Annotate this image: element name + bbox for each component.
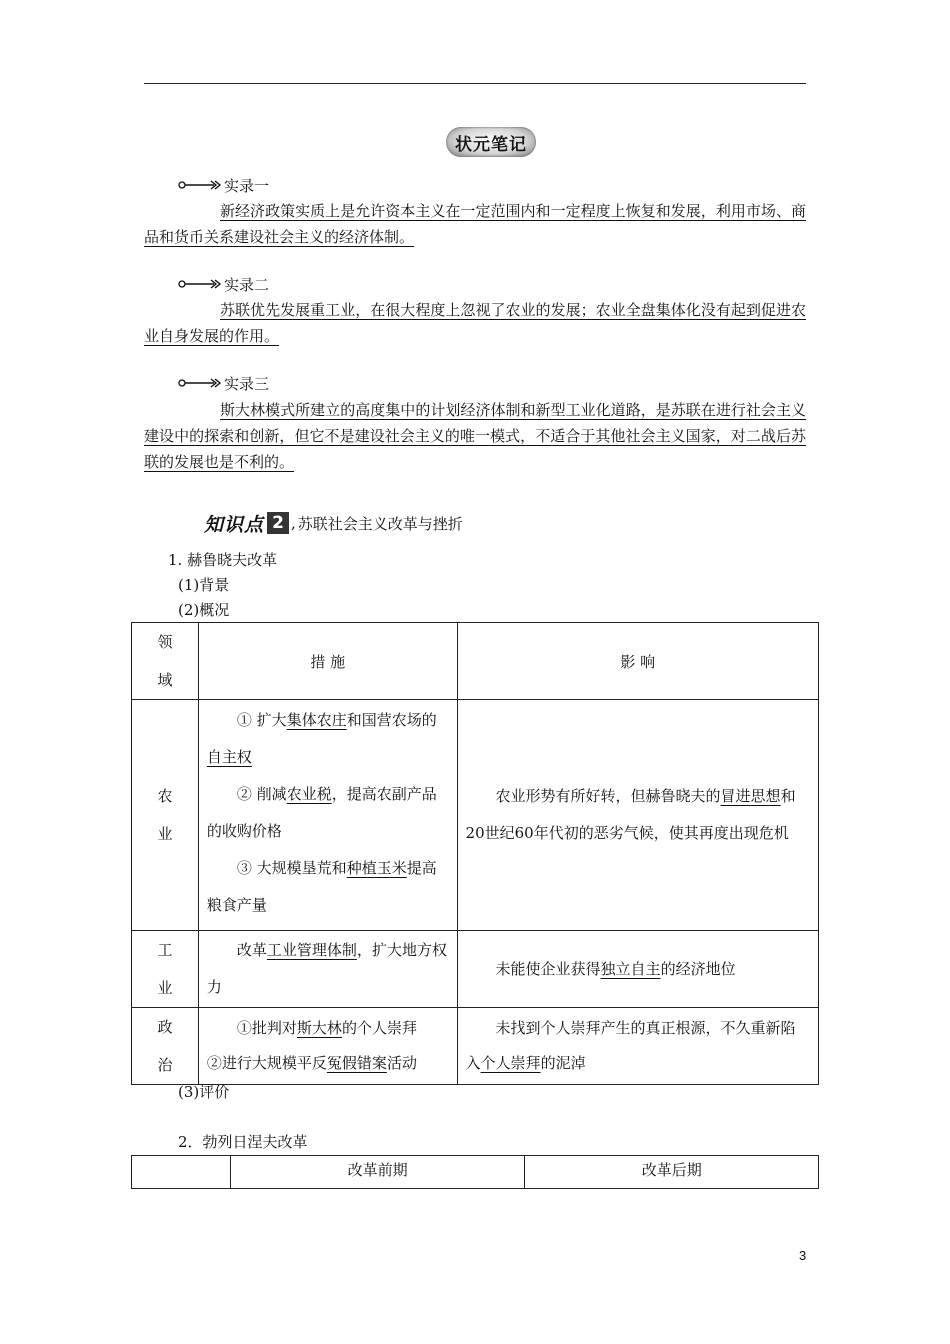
record-1-text: 新经济政策实质上是允许资本主义在一定范围内和一定程度上恢复和发展，利用市场、商品和货币关系建设社会主义的经济体制。 bbox=[144, 202, 806, 246]
record-2-title: 实录二 bbox=[224, 275, 270, 294]
row-measures-industry: 改革工业管理体制，扩大地方权力 bbox=[198, 931, 457, 1008]
subsection-evaluation: (3)评价 bbox=[178, 1083, 230, 1101]
record-3-heading bbox=[178, 372, 269, 394]
table-row bbox=[132, 1008, 819, 1085]
table-header-row bbox=[132, 1156, 819, 1189]
header-early-period: 改革前期 bbox=[230, 1156, 525, 1189]
arrow-bullet-icon bbox=[178, 178, 222, 192]
knowledge-point-label: 知识点 bbox=[204, 513, 265, 536]
record-3-title: 实录三 bbox=[224, 374, 270, 393]
row-impact-politics: 未找到个人崇拜产生的真正根源，不久重新陷入个人崇拜的泥淖 bbox=[457, 1008, 818, 1085]
brezhnev-table bbox=[131, 1155, 819, 1189]
row-impact-agriculture: 农业形势有所好转，但赫鲁晓夫的冒进思想和20世纪60年代初的恶劣气候，使其再度出现危机 bbox=[457, 700, 818, 931]
arrow-bullet-icon bbox=[178, 376, 222, 390]
table-row bbox=[132, 931, 819, 1008]
table-row bbox=[132, 700, 819, 931]
row-measures-agriculture: ① 扩大集体农庄和国营农场的自主权 ② 削减农业税，提高农副产品的收购价格 ③ 大规模垦荒和种植玉米提高粮食产量 bbox=[198, 700, 457, 931]
row-impact-industry: 未能使企业获得独立自主的经济地位 bbox=[457, 931, 818, 1008]
arrow-bullet-icon bbox=[178, 277, 222, 291]
header-blank bbox=[132, 1156, 231, 1189]
record-1-heading bbox=[178, 174, 269, 196]
header-rule bbox=[144, 83, 806, 84]
section-2-heading: 2．勃列日涅夫改革 bbox=[178, 1133, 308, 1151]
knowledge-point-number: 2 bbox=[267, 512, 289, 534]
header-impact: 影 响 bbox=[457, 623, 818, 700]
reform-table bbox=[131, 622, 819, 1085]
header-field: 领域 bbox=[132, 623, 199, 700]
row-field-politics: 政治 bbox=[132, 1008, 199, 1085]
record-2-heading bbox=[178, 273, 269, 295]
row-field-industry: 工业 bbox=[132, 931, 199, 1008]
page-number: 3 bbox=[799, 1248, 807, 1263]
table-header-row bbox=[132, 623, 819, 700]
header-measures: 措 施 bbox=[198, 623, 457, 700]
subsection-background: (1)背景 bbox=[178, 576, 230, 594]
row-measures-politics: ①批判对斯大林的个人崇拜 ②进行大规模平反冤假错案活动 bbox=[198, 1008, 457, 1085]
section-1-heading: 1. 赫鲁晓夫改革 bbox=[168, 551, 278, 569]
record-1-title: 实录一 bbox=[224, 176, 270, 195]
row-field-agriculture: 农业 bbox=[132, 700, 199, 931]
knowledge-point-title: 苏联社会主义改革与挫折 bbox=[297, 514, 463, 533]
record-3-text: 斯大林模式所建立的高度集中的计划经济体制和新型工业化道路，是苏联在进行社会主义建设中的探索和创新，但它不是建设社会主义的唯一模式，不适合于其他社会主义国家，对二战后苏联的发展也是不利的。 bbox=[144, 401, 806, 471]
subsection-overview: (2)概况 bbox=[178, 601, 230, 619]
header-late-period: 改革后期 bbox=[525, 1156, 819, 1189]
record-2-text: 苏联优先发展重工业，在很大程度上忽视了农业的发展；农业全盘集体化没有起到促进农业自身发展的作用。 bbox=[144, 301, 806, 345]
section-badge: 状元笔记 bbox=[446, 127, 536, 157]
knowledge-point-heading: 知识点 2 , 苏联社会主义改革与挫折 bbox=[204, 508, 463, 538]
